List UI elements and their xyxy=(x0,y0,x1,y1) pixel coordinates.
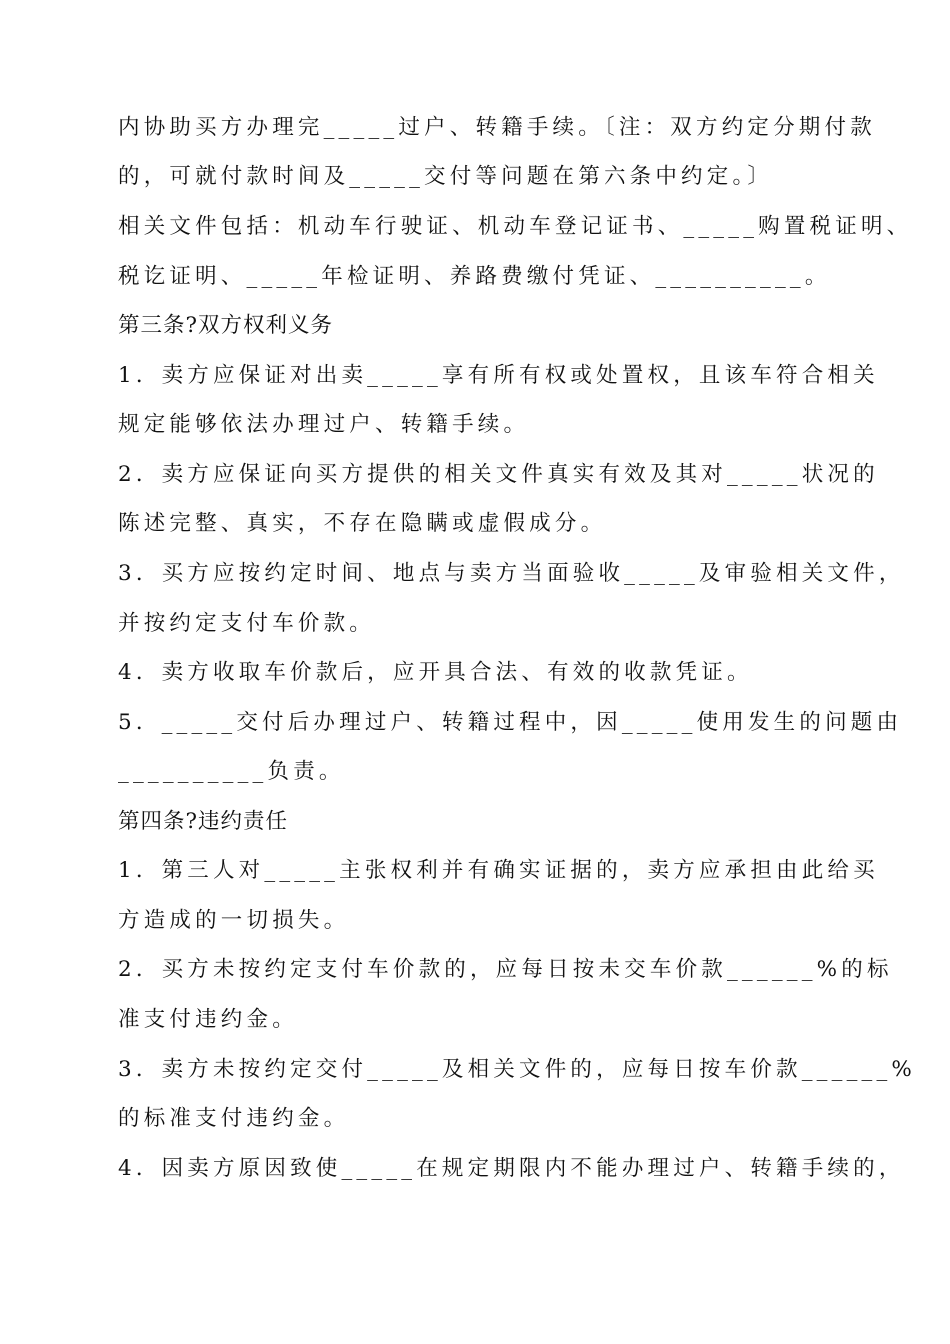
text-line: 的，可就付款时间及_____交付等问题在第六条中约定。〕 xyxy=(118,164,774,189)
section-heading-3: 第三条?双方权利义务 xyxy=(118,313,334,338)
text-line: 3．买方应按约定时间、地点与卖方当面验收_____及审验相关文件， xyxy=(118,561,905,586)
text-line: 3．卖方未按约定交付_____及相关文件的，应每日按车价款______% xyxy=(118,1057,917,1082)
text-line: 的标准支付违约金。 xyxy=(118,1106,350,1131)
text-line: __________负责。 xyxy=(118,759,345,784)
text-line: 2．买方未按约定支付车价款的，应每日按未交车价款______%的标 xyxy=(118,957,893,982)
text-line: 4．卖方收取车价款后，应开具合法、有效的收款凭证。 xyxy=(118,660,753,685)
text-line: 规定能够依法办理过户、转籍手续。 xyxy=(118,412,530,437)
text-line: 并按约定支付车价款。 xyxy=(118,611,376,636)
text-line: 方造成的一切损失。 xyxy=(118,908,350,933)
section-heading-4: 第四条?违约责任 xyxy=(118,809,289,834)
text-line: 5．_____交付后办理过户、转籍过程中，因_____使用发生的问题由 xyxy=(118,710,903,735)
text-line: 税讫证明、_____年检证明、养路费缴付凭证、__________。 xyxy=(118,264,831,289)
text-line: 1．第三人对_____主张权利并有确实证据的，卖方应承担由此给买 xyxy=(118,858,879,883)
text-line: 相关文件包括：机动车行驶证、机动车登记证书、_____购置税证明、 xyxy=(118,214,913,239)
text-line: 内协助买方办理完_____过户、转籍手续。〔注：双方约定分期付款 xyxy=(118,115,876,140)
text-line: 4．因卖方原因致使_____在规定期限内不能办理过户、转籍手续的， xyxy=(118,1156,905,1181)
text-line: 准支付违约金。 xyxy=(118,1007,298,1032)
text-line: 陈述完整、真实，不存在隐瞒或虚假成分。 xyxy=(118,511,607,536)
text-line: 1．卖方应保证对出卖_____享有所有权或处置权，且该车符合相关 xyxy=(118,363,879,388)
text-line: 2．卖方应保证向买方提供的相关文件真实有效及其对_____状况的 xyxy=(118,462,879,487)
